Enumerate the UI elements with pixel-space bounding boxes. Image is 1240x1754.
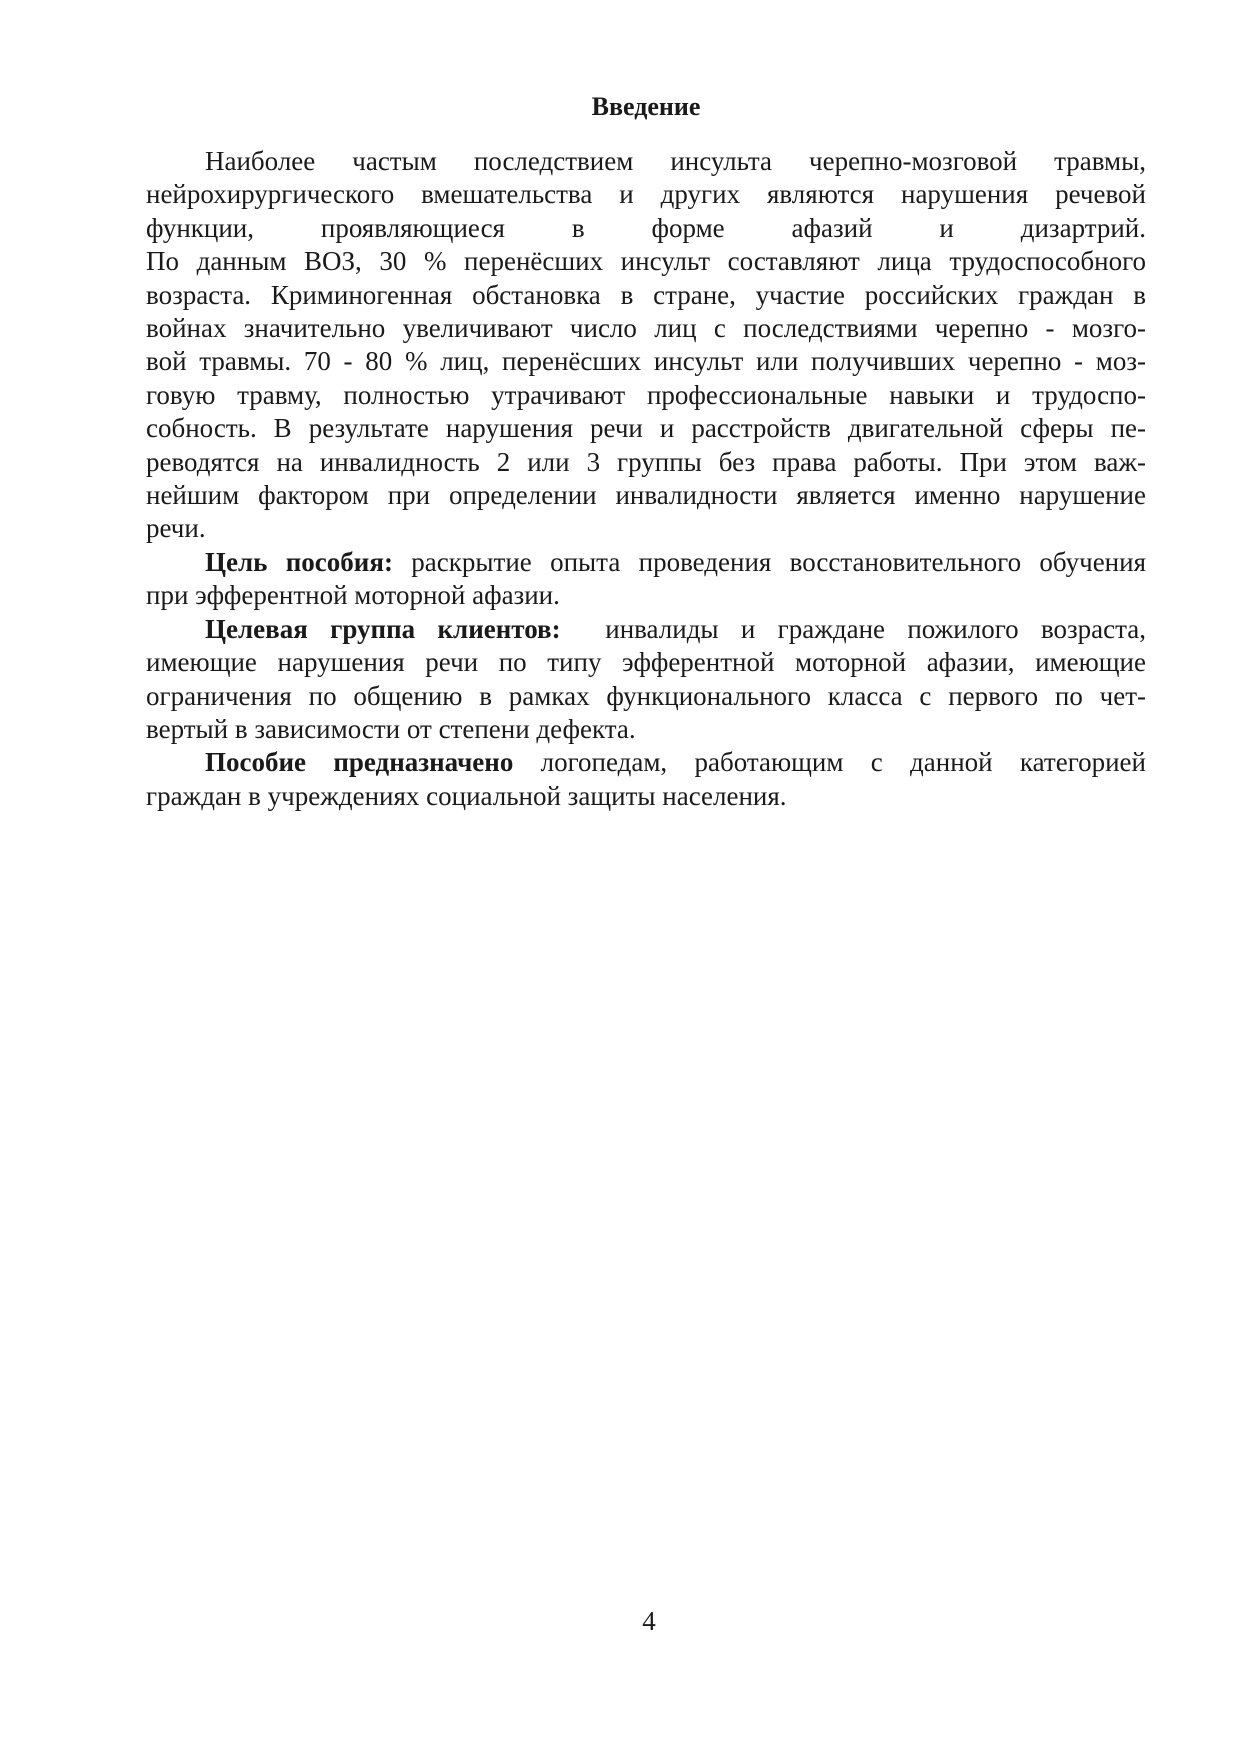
text-line [146, 546, 1146, 579]
intended-for-text: логопедам, работающим с данной категорией [513, 747, 1146, 778]
text-line: имеющие нарушения речи по типу эфферентной моторной афазии, имеющие [146, 647, 1146, 678]
text-line: вертый в зависимости от степени дефекта. [146, 713, 636, 744]
text-line: По данным ВОЗ, 30 % перенёсших инсульт составляют лица трудоспособного [146, 246, 1146, 277]
text-line: нейрохирургического вмешательства и других являются нарушения речевой [146, 179, 1146, 210]
intended-for-label: Пособие предназначено [205, 747, 514, 778]
target-group-paragraph [146, 613, 1146, 747]
text-line: реводятся на инвалидность 2 или 3 группы без права работы. При этом важ- [146, 446, 1146, 477]
goal-label: Цель пособия: [205, 546, 393, 577]
goal-paragraph [146, 546, 1146, 613]
body-text [146, 145, 1146, 813]
text-line: войнах значительно увеличивают число лиц с последствиями черепно - мозго- [146, 313, 1146, 344]
goal-text: раскрытие опыта проведения восстановительного обучения [392, 546, 1147, 577]
text-line: речи. [146, 513, 206, 544]
text-line [146, 746, 1146, 779]
intro-paragraph [146, 145, 1146, 546]
text-line: вой травмы. 70 - 80 % лиц, перенёсших инсульт или получивших черепно - моз- [146, 346, 1146, 377]
text-line: говую травму, полностью утрачивают профессиональные навыки и трудоспо- [146, 379, 1146, 410]
text-line: функции, проявляющиеся в форме афазий и дизартрий. [146, 212, 1146, 243]
text-line: собность. В результате нарушения речи и расстройств двигательной сферы пе- [146, 413, 1146, 444]
section-title: Введение [591, 92, 701, 121]
text-line: граждан в учреждениях социальной защиты населения. [146, 780, 787, 811]
intended-for-paragraph [146, 746, 1146, 813]
text-line: ограничения по общению в рамках функционального класса с первого по чет- [146, 680, 1146, 711]
text-line: нейшим фактором при определении инвалидности является именно нарушение [146, 480, 1146, 511]
target-group-text: инвалиды и граждане пожилого возраста, [560, 613, 1147, 644]
text-line: при эфферентной моторной афазии. [146, 580, 560, 611]
text-line: Наиболее частым последствием инсульта черепно-мозговой травмы, [205, 146, 1146, 176]
target-group-label: Целевая группа клиентов: [205, 613, 561, 644]
text-line [146, 613, 1146, 646]
page-number: 4 [642, 1606, 656, 1636]
text-line: возраста. Криминогенная обстановка в стране, участие российских граждан в [146, 279, 1146, 310]
